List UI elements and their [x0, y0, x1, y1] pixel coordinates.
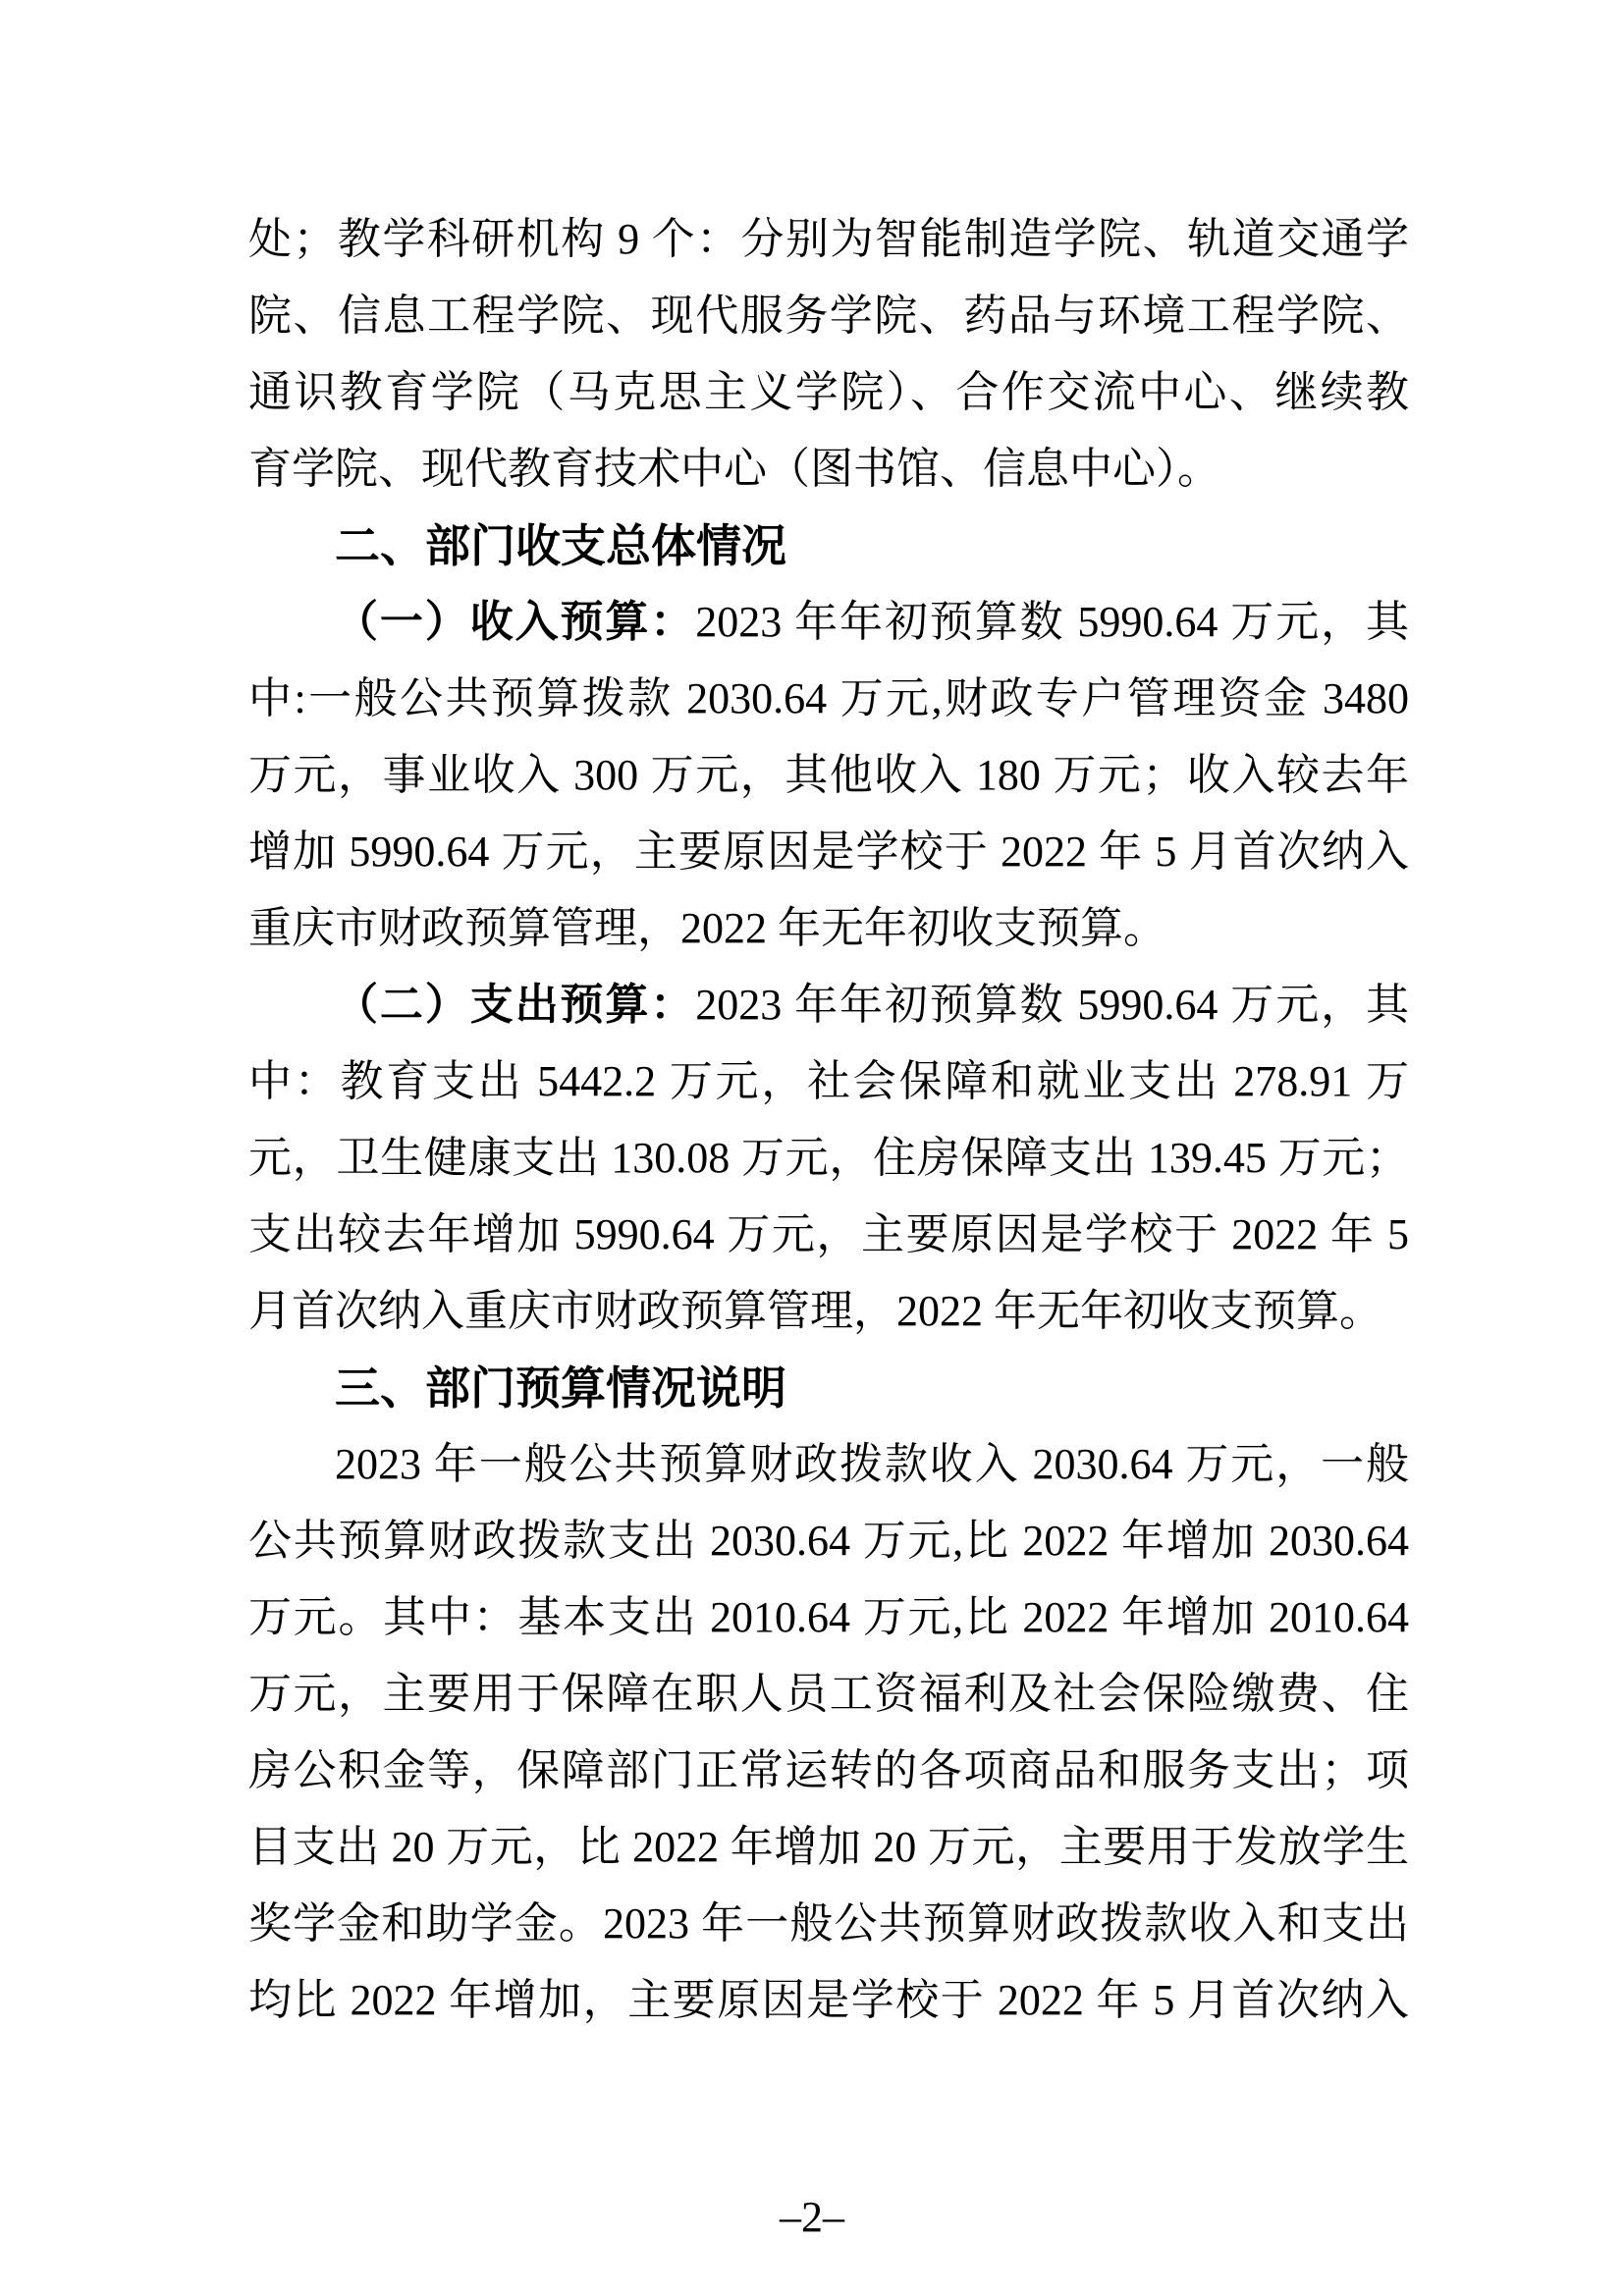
section-heading-3: 三、部门预算情况说明	[335, 1362, 786, 1414]
text-line: 公共预算财政拨款支出 2030.64 万元,比 2022 年增加 2030.64	[248, 1517, 1409, 1565]
paragraph-first-line: 2023 年一般公共预算财政拨款收入 2030.64 万元，一般	[335, 1440, 1409, 1488]
text-line: 万元，事业收入 300 万元，其他收入 180 万元；收入较去年	[248, 751, 1409, 799]
text-line: 元，卫生健康支出 130.08 万元，住房保障支出 139.45 万元；	[248, 1134, 1409, 1182]
text-line: 目支出 20 万元，比 2022 年增加 20 万元，主要用于发放学生	[248, 1823, 1409, 1871]
text-line: 院、信息工程学院、现代服务学院、药品与环境工程学院、	[248, 292, 1409, 340]
text-line: 增加 5990.64 万元，主要原因是学校于 2022 年 5 月首次纳入	[248, 828, 1409, 876]
paragraph-first-line	[248, 584, 1409, 661]
text-line: 万元。其中：基本支出 2010.64 万元,比 2022 年增加 2010.64	[248, 1593, 1409, 1641]
bold-lead-expense-budget: （二）支出预算：	[335, 981, 696, 1029]
text-line: 重庆市财政预算管理，2022 年无年初收支预算。	[248, 904, 1166, 952]
text-line: 均比 2022 年增加，主要原因是学校于 2022 年 5 月首次纳入	[248, 1976, 1409, 2024]
bold-lead-income-budget: （一）收入预算：	[335, 598, 696, 646]
text-line: 育学院、现代教育技术中心（图书馆、信息中心）。	[248, 445, 1220, 493]
page-number: –2–	[780, 2193, 844, 2241]
text-line: 中:一般公共预算拨款 2030.64 万元,财政专户管理资金 3480	[248, 674, 1409, 722]
text-line: 支出较去年增加 5990.64 万元，主要原因是学校于 2022 年 5	[248, 1210, 1409, 1258]
text-line: 中：教育支出 5442.2 万元，社会保障和就业支出 278.91 万	[248, 1057, 1409, 1105]
text-line: 奖学金和助学金。2023 年一般公共预算财政拨款收入和支出	[248, 1899, 1409, 1948]
text-line: 万元，主要用于保障在职人员工资福利及社会保险缴费、住	[248, 1670, 1409, 1718]
document-body	[248, 201, 1409, 2039]
text-run: 2023 年年初预算数 5990.64 万元，其	[695, 981, 1410, 1029]
section-heading-2: 二、部门收支总体情况	[335, 520, 786, 571]
text-line: 房公积金等，保障部门正常运转的各项商品和服务支出；项	[248, 1746, 1409, 1794]
paragraph-first-line	[248, 967, 1409, 1043]
text-line: 月首次纳入重庆市财政预算管理，2022 年无年初收支预算。	[248, 1287, 1382, 1335]
text-line: 通识教育学院（马克思主义学院）、合作交流中心、继续教	[248, 368, 1409, 416]
text-run: 2023 年年初预算数 5990.64 万元，其	[695, 598, 1410, 646]
text-line: 处；教学科研机构 9 个：分别为智能制造学院、轨道交通学	[248, 215, 1409, 263]
